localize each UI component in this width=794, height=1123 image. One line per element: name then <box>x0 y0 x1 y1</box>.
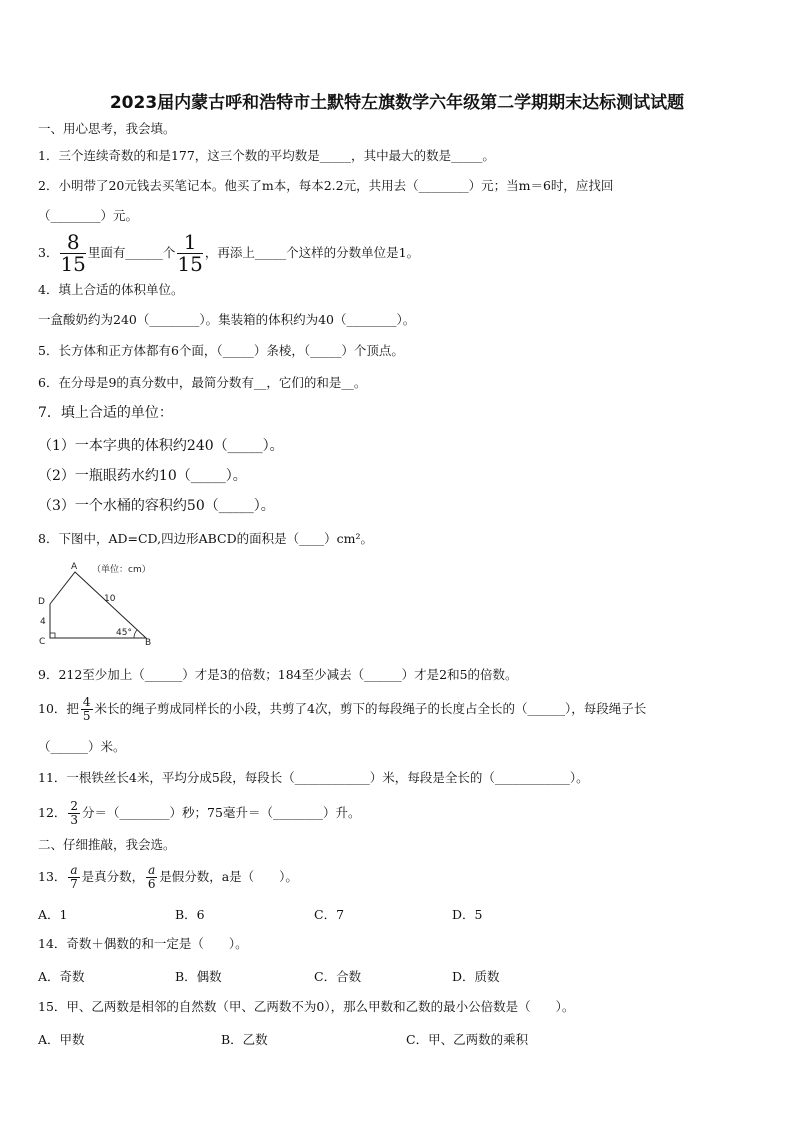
q10-prefix: 10．把 <box>38 701 79 716</box>
q13-option-c[interactable]: C．7 <box>314 907 345 922</box>
q12-prefix: 12． <box>38 805 67 820</box>
question-12 <box>38 794 360 832</box>
page-title: 2023届内蒙古呼和浩特市土默特左旗数学六年级第二学期期末达标测试试题 <box>109 93 685 113</box>
q13-prefix: 13． <box>38 869 67 884</box>
unit-label: （单位：cm） <box>92 565 151 575</box>
fraction-numerator: 1 <box>177 232 202 254</box>
fraction-numerator: 2 <box>70 799 79 814</box>
label-c: C <box>39 637 46 647</box>
fraction-numerator: a <box>70 863 78 878</box>
fraction-denominator: 5 <box>82 709 91 723</box>
fraction-denominator: 6 <box>147 877 156 891</box>
question-13 <box>38 858 298 896</box>
q14-option-d[interactable]: D．质数 <box>452 969 500 984</box>
question-1: 1．三个连续奇数的和是177，这三个数的平均数是_____，其中最大的数是_____。 <box>38 148 495 163</box>
label-d: D <box>38 597 45 607</box>
q3-prefix: 3． <box>38 245 59 260</box>
question-6: 6．在分母是9的真分数中，最简分数有__，它们的和是__。 <box>38 375 367 390</box>
section-2-heading: 二、仔细推敲，我会选。 <box>38 837 176 852</box>
fraction-2-3 <box>68 800 80 826</box>
fraction-numerator: 4 <box>82 695 91 710</box>
q13-option-b[interactable]: B．6 <box>175 907 205 922</box>
q13-option-a[interactable]: A．1 <box>38 907 68 922</box>
side-ab-length: 10 <box>104 594 116 604</box>
fraction-denominator: 15 <box>177 252 203 276</box>
angle-arc <box>134 630 137 638</box>
question-3 <box>38 232 419 275</box>
question-7-part-1: （1）一本字典的体积约240（_____）。 <box>38 438 284 454</box>
q14-option-b[interactable]: B．偶数 <box>175 969 222 984</box>
q12-suffix: 分＝（________）秒；75毫升＝（________）升。 <box>82 805 361 820</box>
question-11: 11．一根铁丝长4米，平均分成5段，每段长（____________）米，每段是全长的（____________）。 <box>38 770 589 785</box>
q14-option-a[interactable]: A．奇数 <box>38 969 85 984</box>
fraction-denominator: 15 <box>60 252 86 276</box>
fraction-numerator: 8 <box>60 232 85 254</box>
section-1-heading: 一、用心思考，我会填。 <box>38 121 176 136</box>
q15-option-a[interactable]: A．甲数 <box>38 1032 85 1047</box>
fraction-1-15 <box>177 232 202 275</box>
fraction-a-7 <box>68 864 79 890</box>
question-7-title: 7．填上合适的单位： <box>38 405 173 421</box>
angle-b-value: 45° <box>116 628 132 638</box>
question-4-line-2: 一盒酸奶约为240（________）。集装箱的体积约为40（________）。 <box>38 312 416 327</box>
question-8: 8．下图中，AD=CD,四边形ABCD的面积是（____）cm²。 <box>38 531 373 546</box>
q13-suffix: 是假分数，a是（ ）。 <box>159 869 298 884</box>
label-a: A <box>71 562 78 572</box>
question-2-line-1: 2．小明带了20元钱去买笔记本。他买了m本，每本2.2元，共用去（________）元；当m＝6时，应找回 <box>38 178 614 193</box>
fraction-denominator: 7 <box>70 877 78 891</box>
q15-option-c[interactable]: C．甲、乙两数的乘积 <box>406 1032 529 1047</box>
question-10-line-2: （______）米。 <box>38 739 126 754</box>
q3-suffix: ，再添上_____个这样的分数单位是1。 <box>204 245 420 260</box>
q15-option-b[interactable]: B．乙数 <box>221 1032 268 1047</box>
question-7-part-3: （3）一个水桶的容积约50（_____）。 <box>38 498 275 514</box>
q10-suffix: 米长的绳子剪成同样长的小段，共剪了4次，剪下的每段绳子的长度占全长的（______），每段绳子长 <box>94 701 647 716</box>
fraction-4-5 <box>81 696 93 722</box>
quadrilateral-figure <box>36 558 166 648</box>
q13-middle: 是真分数， <box>81 869 145 884</box>
fraction-denominator: 3 <box>70 813 79 827</box>
fraction-numerator: a <box>148 863 156 878</box>
question-4-line-1: 4．填上合适的体积单位。 <box>38 282 184 297</box>
question-7-part-2: （2）一瓶眼药水约10（_____）。 <box>38 468 247 484</box>
side-cd-length: 4 <box>40 617 46 627</box>
q13-option-d[interactable]: D．5 <box>452 907 483 922</box>
label-b: B <box>145 638 152 648</box>
right-angle-mark <box>50 633 55 638</box>
fraction-a-6 <box>146 864 157 890</box>
question-9: 9．212至少加上（______）才是3的倍数；184至少减去（______）才是2和5的倍数。 <box>38 667 518 682</box>
q14-option-c[interactable]: C．合数 <box>314 969 362 984</box>
fraction-8-15 <box>60 232 85 275</box>
q3-middle: 里面有______个 <box>87 245 176 260</box>
question-2-line-2: （________）元。 <box>38 208 139 223</box>
question-15: 15．甲、乙两数是相邻的自然数（甲、乙两数不为0），那么甲数和乙数的最小公倍数是（ ）。 <box>38 999 575 1014</box>
question-10 <box>38 690 646 728</box>
question-5: 5．长方体和正方体都有6个面，（_____）条棱，（_____）个顶点。 <box>38 343 404 358</box>
question-14: 14．奇数＋偶数的和一定是（ ）。 <box>38 936 248 951</box>
